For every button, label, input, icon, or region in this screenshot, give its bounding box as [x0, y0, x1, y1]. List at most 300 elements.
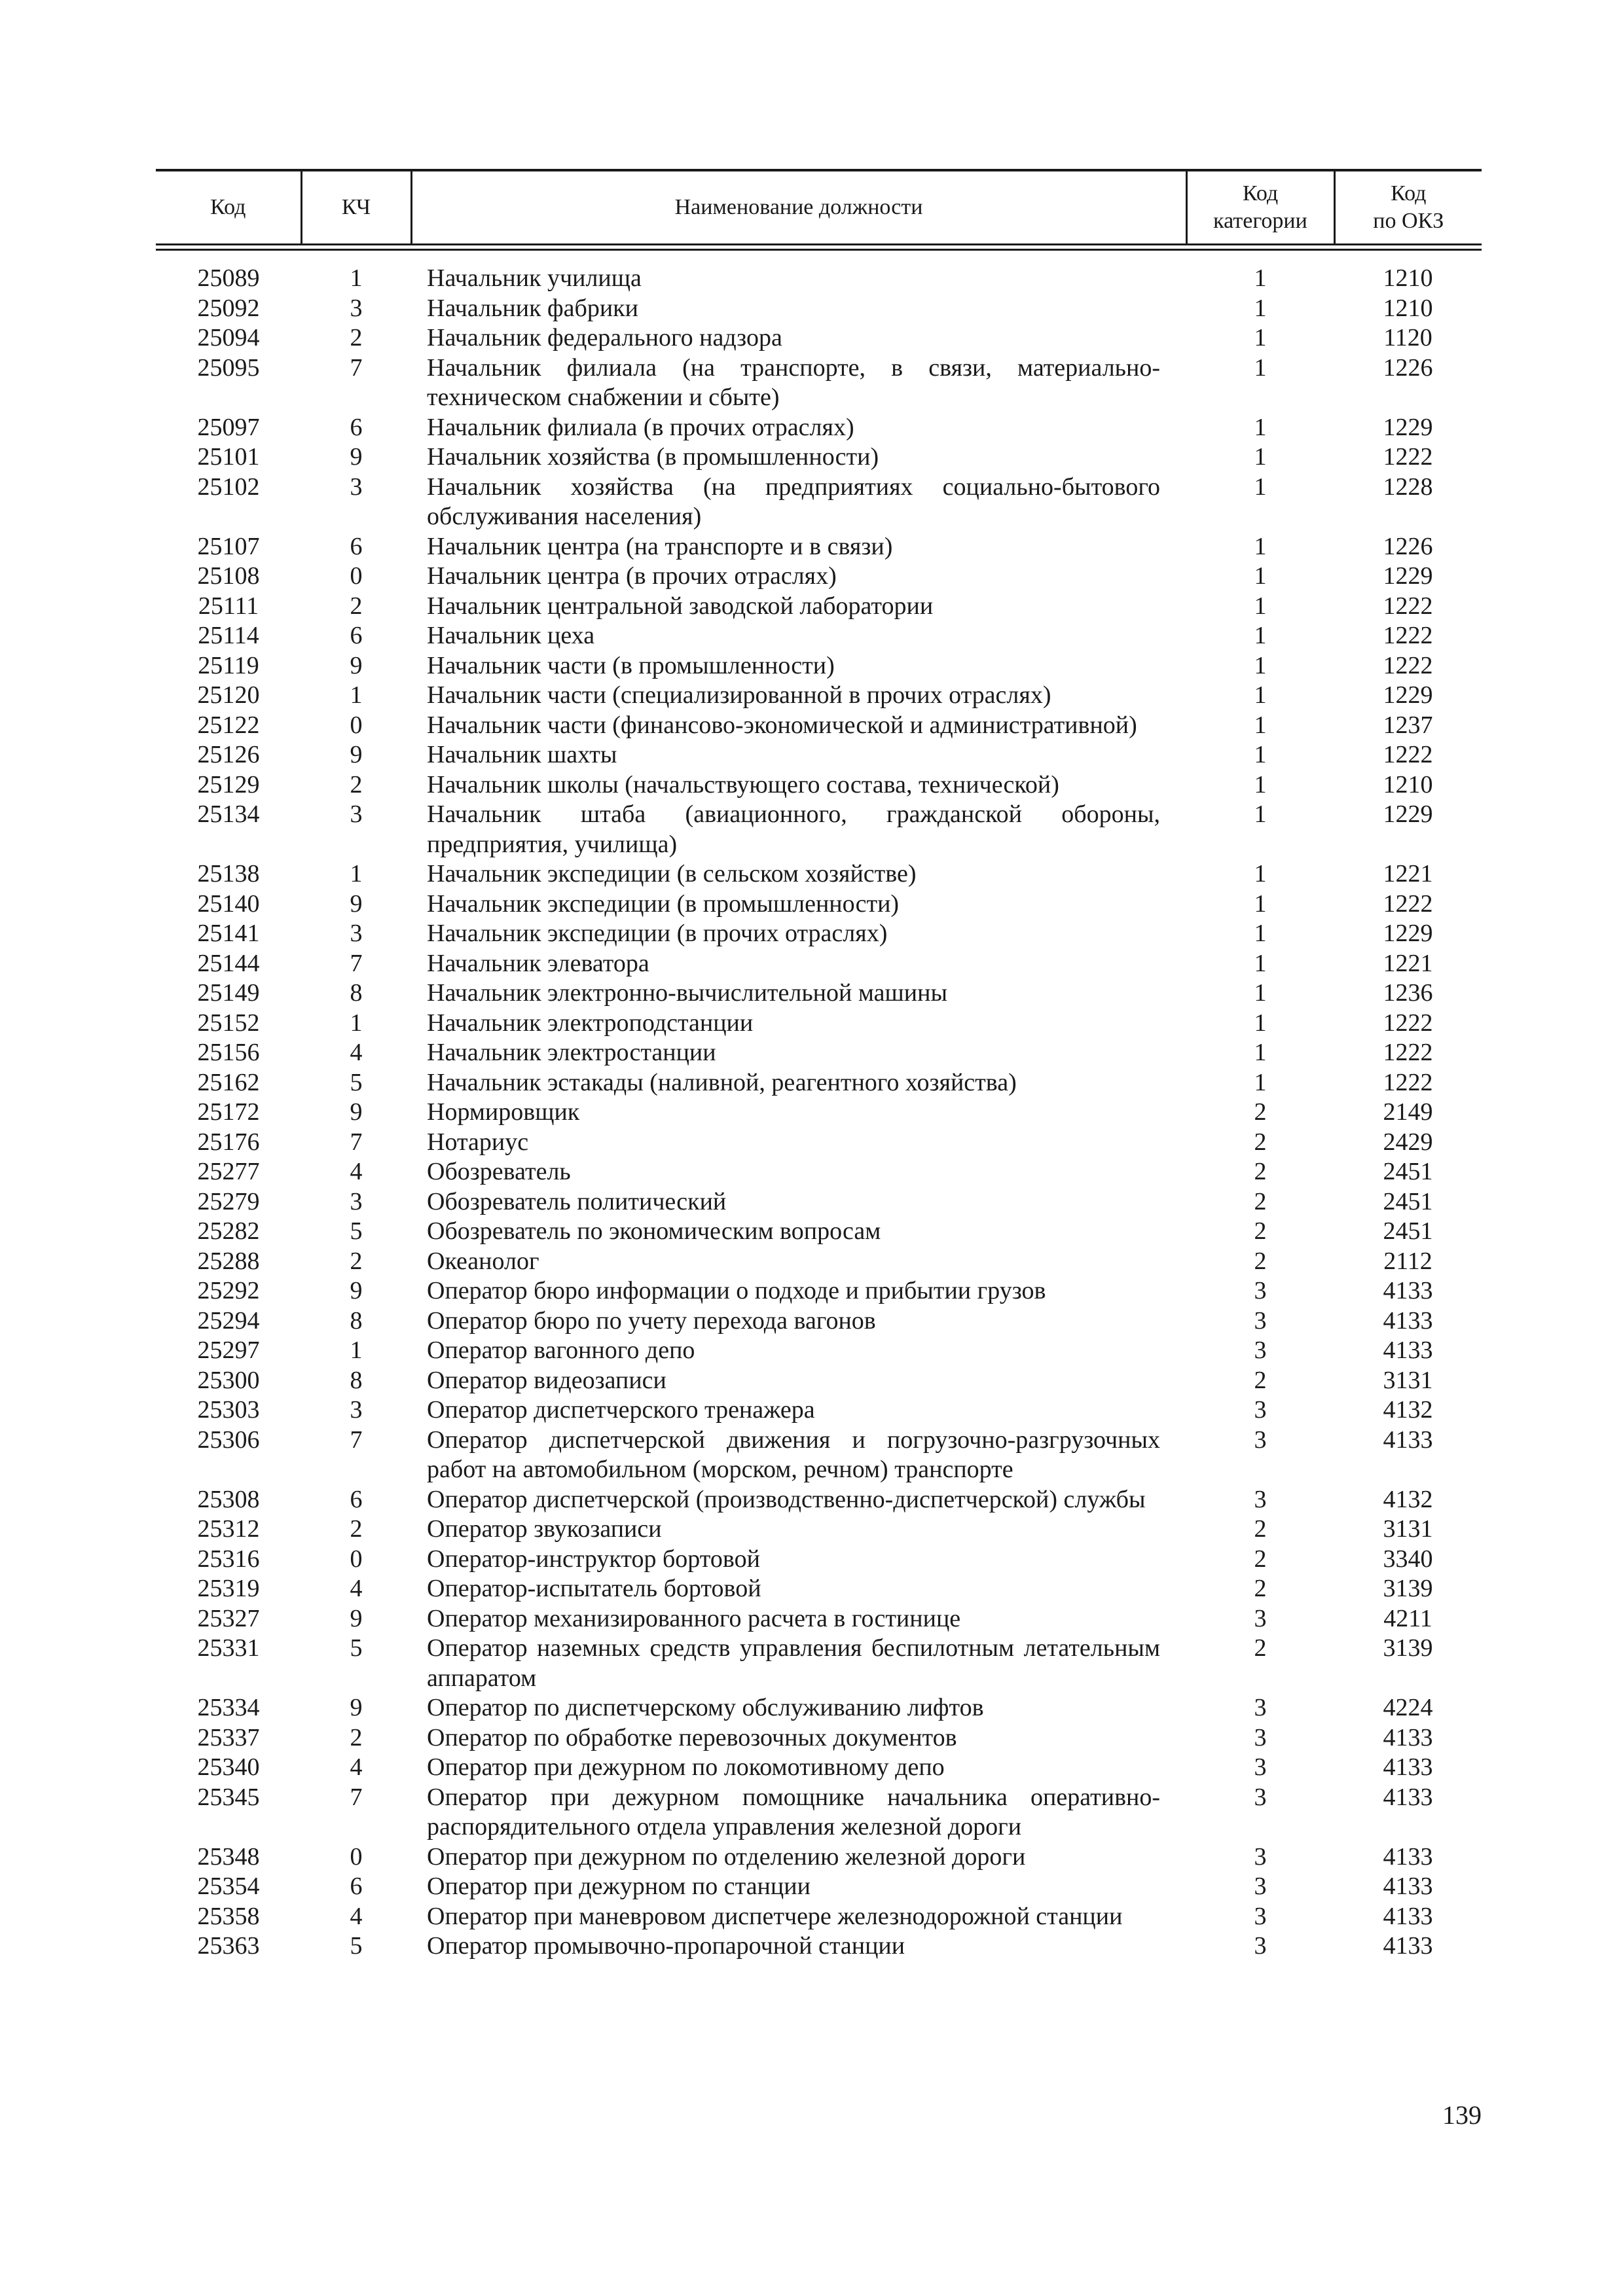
- header-category-line2: категории: [1213, 209, 1307, 233]
- cell-okz: 1210: [1383, 294, 1433, 322]
- table-row: [156, 442, 1482, 473]
- cell-code: 25129: [197, 770, 260, 798]
- cell-category: 2: [1254, 1217, 1267, 1245]
- cell-kch: 3: [350, 473, 363, 501]
- cell-name: Начальник экспедиции (в промышленности): [427, 889, 900, 918]
- cell-okz: 4132: [1383, 1485, 1433, 1513]
- cell-category: 3: [1254, 1604, 1267, 1632]
- cell-category: 3: [1254, 1426, 1267, 1454]
- cell-name: Нотариус: [427, 1128, 529, 1156]
- cell-name: Оператор бюро информации о подходе и прибытии грузов: [427, 1277, 1046, 1304]
- table-row: [156, 800, 1482, 859]
- cell-code: 25102: [197, 473, 260, 501]
- cell-code: 25092: [197, 294, 260, 322]
- cell-kch: 6: [350, 1485, 363, 1513]
- cell-okz: 3131: [1383, 1366, 1433, 1394]
- table-row: [156, 919, 1482, 949]
- cell-name: Оператор-инструктор бортовой: [427, 1545, 760, 1573]
- cell-kch: 5: [350, 1932, 363, 1960]
- cell-okz: 1221: [1383, 860, 1433, 888]
- cell-name: Начальник центра (на транспорте и в связи): [427, 532, 893, 560]
- header-category: [1186, 171, 1334, 243]
- cell-okz: 2429: [1383, 1128, 1433, 1156]
- cell-okz: 2149: [1383, 1098, 1433, 1126]
- cell-name: Начальник школы (начальствующего состава, технической): [427, 770, 1059, 798]
- cell-kch: 9: [350, 1098, 363, 1126]
- positions-table: [156, 264, 1482, 1962]
- cell-name: Оператор диспетчерской движения и погрузочно-разгрузочных работ на автомобильном (морском, речном) транспорте: [427, 1426, 1160, 1483]
- header-category-line1: Код: [1242, 181, 1279, 206]
- cell-name: Оператор при маневровом диспетчере железнодорожной станции: [427, 1902, 1123, 1930]
- cell-name: Оператор-испытатель бортовой: [427, 1575, 761, 1602]
- cell-code: 25120: [197, 681, 260, 709]
- table-row: [156, 1545, 1482, 1575]
- cell-okz: 1222: [1383, 592, 1433, 620]
- cell-kch: 4: [350, 1753, 363, 1781]
- table-row: [156, 681, 1482, 711]
- cell-code: 25277: [197, 1158, 260, 1185]
- cell-category: 1: [1254, 324, 1267, 351]
- cell-kch: 3: [350, 1396, 363, 1424]
- cell-okz: 4211: [1383, 1604, 1432, 1632]
- cell-code: 25094: [197, 324, 260, 351]
- table-row: [156, 978, 1482, 1009]
- cell-name: Начальник эстакады (наливной, реагентного хозяйства): [427, 1068, 1017, 1096]
- cell-okz: 1222: [1383, 1009, 1433, 1037]
- cell-category: 2: [1254, 1187, 1267, 1215]
- cell-okz: 1229: [1383, 800, 1433, 828]
- cell-okz: 1229: [1383, 562, 1433, 590]
- cell-kch: 9: [350, 443, 363, 471]
- cell-category: 3: [1254, 1932, 1267, 1960]
- cell-code: 25297: [197, 1336, 260, 1364]
- cell-category: 2: [1254, 1575, 1267, 1602]
- cell-category: 2: [1254, 1366, 1267, 1394]
- cell-kch: 5: [350, 1634, 363, 1662]
- table-row: [156, 473, 1482, 532]
- cell-code: 25363: [197, 1932, 260, 1960]
- cell-code: 25111: [198, 592, 259, 620]
- cell-okz: 2112: [1383, 1247, 1432, 1275]
- cell-code: 25348: [197, 1842, 260, 1871]
- cell-category: 1: [1254, 681, 1267, 709]
- table-row: [156, 740, 1482, 770]
- cell-category: 3: [1254, 1306, 1267, 1335]
- cell-okz: 4133: [1383, 1842, 1433, 1871]
- cell-category: 3: [1254, 1694, 1267, 1721]
- cell-name: Оператор звукозаписи: [427, 1515, 662, 1543]
- cell-kch: 3: [350, 800, 363, 828]
- header-name: Наименование должности: [411, 171, 1186, 243]
- header-okz-line1: Код: [1391, 181, 1427, 206]
- cell-category: 1: [1254, 353, 1267, 382]
- cell-name: Оператор наземных средств управления беспилотным летательным аппаратом: [427, 1634, 1160, 1692]
- cell-name: Начальник части (финансово-экономической и административной): [427, 711, 1137, 739]
- cell-name: Начальник экспедиции (в прочих отраслях): [427, 920, 888, 947]
- table-row: [156, 323, 1482, 353]
- cell-kch: 9: [350, 1694, 363, 1721]
- cell-name: Начальник филиала (в прочих отраслях): [427, 413, 854, 441]
- cell-code: 25176: [197, 1128, 260, 1156]
- table-row: [156, 889, 1482, 920]
- cell-category: 1: [1254, 711, 1267, 739]
- cell-code: 25345: [197, 1783, 260, 1811]
- cell-name: Нормировщик: [427, 1098, 580, 1126]
- table-row: [156, 1395, 1482, 1426]
- cell-code: 25312: [197, 1515, 260, 1543]
- cell-category: 3: [1254, 1753, 1267, 1781]
- cell-code: 25089: [197, 264, 260, 292]
- cell-kch: 9: [350, 651, 363, 679]
- table-row: [156, 1604, 1482, 1634]
- cell-name: Обозреватель политический: [427, 1187, 727, 1215]
- cell-code: 25107: [197, 532, 260, 560]
- cell-okz: 4133: [1383, 1873, 1433, 1900]
- table-row: [156, 1366, 1482, 1396]
- cell-category: 3: [1254, 1842, 1267, 1871]
- table-row: [156, 1753, 1482, 1783]
- table-row: [156, 592, 1482, 622]
- table-row: [156, 413, 1482, 443]
- cell-kch: 5: [350, 1068, 363, 1096]
- cell-code: 25152: [197, 1009, 260, 1037]
- cell-kch: 1: [350, 681, 363, 709]
- table-row: [156, 1634, 1482, 1693]
- header-okz-line2: по ОКЗ: [1373, 209, 1444, 233]
- cell-okz: 4133: [1383, 1902, 1433, 1930]
- cell-okz: 1222: [1383, 889, 1433, 918]
- cell-category: 1: [1254, 1068, 1267, 1096]
- cell-category: 1: [1254, 1009, 1267, 1037]
- table-row: [156, 859, 1482, 889]
- cell-code: 25327: [197, 1604, 260, 1632]
- table-header-rule: [156, 243, 1482, 245]
- cell-okz: 1221: [1383, 949, 1433, 977]
- table-header-rule-double: [156, 249, 1482, 251]
- cell-code: 25358: [197, 1902, 260, 1930]
- cell-code: 25334: [197, 1694, 260, 1721]
- cell-okz: 4133: [1383, 1932, 1433, 1960]
- cell-name: Начальник центральной заводской лаборатории: [427, 592, 934, 620]
- cell-name: Оператор промывочно-пропарочной станции: [427, 1932, 905, 1960]
- cell-code: 25279: [197, 1187, 260, 1215]
- cell-name: Начальник элеватора: [427, 949, 649, 977]
- cell-okz: 1120: [1383, 324, 1432, 351]
- cell-okz: 3139: [1383, 1634, 1433, 1662]
- cell-code: 25292: [197, 1277, 260, 1304]
- cell-code: 25319: [197, 1575, 260, 1602]
- cell-name: Начальник училища: [427, 264, 642, 292]
- cell-name: Оператор вагонного депо: [427, 1336, 695, 1364]
- cell-category: 3: [1254, 1873, 1267, 1900]
- cell-okz: 3340: [1383, 1545, 1433, 1573]
- cell-code: 25114: [198, 622, 259, 649]
- cell-category: 2: [1254, 1158, 1267, 1185]
- cell-category: 1: [1254, 622, 1267, 649]
- cell-kch: 0: [350, 562, 363, 590]
- table-row: [156, 1693, 1482, 1723]
- cell-code: 25122: [197, 711, 260, 739]
- cell-kch: 4: [350, 1575, 363, 1602]
- cell-okz: 1210: [1383, 264, 1433, 292]
- cell-kch: 1: [350, 1009, 363, 1037]
- table-row: [156, 1931, 1482, 1962]
- table-row: [156, 1009, 1482, 1039]
- cell-code: 25141: [197, 920, 260, 947]
- cell-code: 25162: [197, 1068, 260, 1096]
- cell-name: Начальник фабрики: [427, 294, 638, 322]
- cell-name: Начальник электроподстанции: [427, 1009, 754, 1037]
- cell-okz: 1237: [1383, 711, 1433, 739]
- cell-code: 25138: [197, 860, 260, 888]
- cell-name: Оператор механизированного расчета в гостинице: [427, 1604, 961, 1632]
- cell-kch: 3: [350, 920, 363, 947]
- page-number: 139: [1442, 2100, 1482, 2130]
- cell-kch: 8: [350, 1366, 363, 1394]
- table-header: [156, 171, 1482, 243]
- table-row: [156, 1336, 1482, 1366]
- cell-code: 25101: [197, 443, 260, 471]
- cell-okz: 2451: [1383, 1217, 1433, 1245]
- cell-okz: 1210: [1383, 770, 1433, 798]
- cell-okz: 4133: [1383, 1426, 1433, 1454]
- cell-okz: 3131: [1383, 1515, 1433, 1543]
- table-row: [156, 1217, 1482, 1247]
- cell-name: Оператор при дежурном по станции: [427, 1873, 811, 1900]
- cell-okz: 1226: [1383, 353, 1433, 382]
- cell-name: Оператор при дежурном по отделению железной дороги: [427, 1842, 1026, 1871]
- cell-okz: 1222: [1383, 651, 1433, 679]
- table-row: [156, 1247, 1482, 1277]
- cell-code: 25282: [197, 1217, 260, 1245]
- cell-category: 3: [1254, 1396, 1267, 1424]
- table-row: [156, 1187, 1482, 1217]
- cell-category: 1: [1254, 473, 1267, 501]
- cell-kch: 3: [350, 1187, 363, 1215]
- cell-name: Оператор при дежурном помощнике начальника оперативно-распорядительного отдела управления железной дороги: [427, 1783, 1160, 1840]
- table-row: [156, 770, 1482, 800]
- cell-name: Начальник хозяйства (в промышленности): [427, 443, 879, 471]
- cell-name: Начальник хозяйства (на предприятиях социально-бытового обслуживания населения): [427, 473, 1160, 530]
- cell-name: Начальник части (в промышленности): [427, 651, 835, 679]
- cell-category: 1: [1254, 800, 1267, 828]
- table-row: [156, 711, 1482, 741]
- cell-kch: 2: [350, 770, 363, 798]
- cell-kch: 8: [350, 1306, 363, 1335]
- cell-name: Начальник цеха: [427, 622, 595, 649]
- cell-category: 1: [1254, 443, 1267, 471]
- table-row: [156, 1783, 1482, 1842]
- cell-code: 25294: [197, 1306, 260, 1335]
- cell-name: Оператор бюро по учету перехода вагонов: [427, 1306, 876, 1335]
- cell-category: 1: [1254, 889, 1267, 918]
- cell-name: Начальник федерального надзора: [427, 324, 782, 351]
- cell-name: Океанолог: [427, 1247, 539, 1275]
- cell-kch: 7: [350, 353, 363, 382]
- header-kch: КЧ: [301, 171, 411, 243]
- table-row: [156, 949, 1482, 979]
- table-row: [156, 532, 1482, 562]
- cell-kch: 6: [350, 622, 363, 649]
- table-row: [156, 353, 1482, 413]
- cell-kch: 9: [350, 1604, 363, 1632]
- cell-okz: 1229: [1383, 413, 1433, 441]
- cell-kch: 6: [350, 413, 363, 441]
- cell-name: Начальник электронно-вычислительной машины: [427, 979, 947, 1007]
- table-row: [156, 1157, 1482, 1187]
- cell-code: 25172: [197, 1098, 260, 1126]
- cell-name: Начальник центра (в прочих отраслях): [427, 562, 837, 590]
- cell-code: 25097: [197, 413, 260, 441]
- cell-code: 25337: [197, 1723, 260, 1751]
- cell-okz: 1229: [1383, 681, 1433, 709]
- header-okz: [1334, 171, 1482, 243]
- cell-category: 3: [1254, 1783, 1267, 1811]
- cell-kch: 2: [350, 1723, 363, 1751]
- cell-category: 1: [1254, 949, 1267, 977]
- cell-okz: 1222: [1383, 741, 1433, 768]
- cell-kch: 1: [350, 860, 363, 888]
- cell-category: 1: [1254, 562, 1267, 590]
- cell-code: 25308: [197, 1485, 260, 1513]
- cell-okz: 4133: [1383, 1336, 1433, 1364]
- cell-name: Обозреватель: [427, 1158, 571, 1185]
- cell-code: 25140: [197, 889, 260, 918]
- cell-code: 25303: [197, 1396, 260, 1424]
- table-row: [156, 1902, 1482, 1932]
- table-row: [156, 621, 1482, 651]
- cell-name: Начальник экспедиции (в сельском хозяйстве): [427, 860, 917, 888]
- cell-category: 1: [1254, 532, 1267, 560]
- table-row: [156, 1098, 1482, 1128]
- table-row: [156, 1485, 1482, 1515]
- cell-kch: 6: [350, 1873, 363, 1900]
- cell-kch: 7: [350, 1426, 363, 1454]
- cell-code: 25134: [197, 800, 260, 828]
- cell-category: 3: [1254, 1723, 1267, 1751]
- cell-category: 2: [1254, 1515, 1267, 1543]
- cell-okz: 4133: [1383, 1723, 1433, 1751]
- cell-kch: 2: [350, 324, 363, 351]
- table-row: [156, 294, 1482, 324]
- cell-code: 25095: [197, 353, 260, 382]
- cell-kch: 9: [350, 1277, 363, 1304]
- cell-kch: 0: [350, 1545, 363, 1573]
- cell-code: 25340: [197, 1753, 260, 1781]
- cell-name: Оператор диспетчерской (производственно-диспетчерской) службы: [427, 1485, 1146, 1513]
- cell-kch: 4: [350, 1158, 363, 1185]
- cell-okz: 1222: [1383, 1068, 1433, 1096]
- cell-name: Обозреватель по экономическим вопросам: [427, 1217, 881, 1245]
- cell-name: Оператор по диспетчерскому обслуживанию лифтов: [427, 1694, 984, 1721]
- cell-category: 1: [1254, 1039, 1267, 1066]
- cell-okz: 3139: [1383, 1575, 1433, 1602]
- cell-category: 1: [1254, 264, 1267, 292]
- table-row: [156, 1276, 1482, 1306]
- cell-okz: 1226: [1383, 532, 1433, 560]
- cell-code: 25156: [197, 1039, 260, 1066]
- cell-code: 25331: [197, 1634, 260, 1662]
- cell-kch: 4: [350, 1039, 363, 1066]
- cell-okz: 4132: [1383, 1396, 1433, 1424]
- cell-okz: 1229: [1383, 920, 1433, 947]
- cell-name: Оператор видеозаписи: [427, 1366, 666, 1394]
- cell-code: 25144: [197, 949, 260, 977]
- cell-category: 1: [1254, 651, 1267, 679]
- table-row: [156, 651, 1482, 681]
- cell-category: 3: [1254, 1336, 1267, 1364]
- cell-kch: 2: [350, 1515, 363, 1543]
- cell-okz: 4133: [1383, 1277, 1433, 1304]
- table-row: [156, 1872, 1482, 1902]
- cell-okz: 1228: [1383, 473, 1433, 501]
- cell-code: 25288: [197, 1247, 260, 1275]
- cell-code: 25108: [197, 562, 260, 590]
- cell-category: 1: [1254, 413, 1267, 441]
- cell-category: 2: [1254, 1634, 1267, 1662]
- cell-code: 25126: [197, 741, 260, 768]
- cell-kch: 7: [350, 949, 363, 977]
- cell-category: 1: [1254, 592, 1267, 620]
- cell-kch: 9: [350, 889, 363, 918]
- cell-code: 25354: [197, 1873, 260, 1900]
- cell-okz: 2451: [1383, 1187, 1433, 1215]
- table-row: [156, 1128, 1482, 1158]
- table-row: [156, 1723, 1482, 1753]
- cell-category: 2: [1254, 1098, 1267, 1126]
- cell-kch: 0: [350, 1842, 363, 1871]
- cell-okz: 4133: [1383, 1783, 1433, 1811]
- cell-kch: 1: [350, 1336, 363, 1364]
- cell-kch: 7: [350, 1128, 363, 1156]
- table-row: [156, 264, 1482, 294]
- table-row: [156, 1515, 1482, 1545]
- cell-name: Начальник части (специализированной в прочих отраслях): [427, 681, 1051, 709]
- cell-name: Начальник филиала (на транспорте, в связи, материально-техническом снабжении и сбыте): [427, 353, 1160, 411]
- cell-category: 2: [1254, 1128, 1267, 1156]
- cell-code: 25149: [197, 979, 260, 1007]
- cell-kch: 8: [350, 979, 363, 1007]
- cell-okz: 1236: [1383, 979, 1433, 1007]
- cell-name: Оператор при дежурном по локомотивному депо: [427, 1753, 945, 1781]
- cell-kch: 1: [350, 264, 363, 292]
- cell-name: Оператор диспетчерского тренажера: [427, 1396, 815, 1424]
- cell-category: 1: [1254, 979, 1267, 1007]
- cell-kch: 6: [350, 532, 363, 560]
- cell-kch: 3: [350, 294, 363, 322]
- cell-okz: 1222: [1383, 443, 1433, 471]
- cell-kch: 5: [350, 1217, 363, 1245]
- cell-category: 1: [1254, 920, 1267, 947]
- header-code: Код: [210, 195, 246, 219]
- cell-name: Начальник электростанции: [427, 1039, 716, 1066]
- cell-category: 1: [1254, 860, 1267, 888]
- cell-code: 25119: [198, 651, 259, 679]
- cell-kch: 9: [350, 741, 363, 768]
- cell-kch: 0: [350, 711, 363, 739]
- table-row: [156, 1574, 1482, 1604]
- cell-category: 3: [1254, 1277, 1267, 1304]
- cell-category: 1: [1254, 294, 1267, 322]
- table-row: [156, 1842, 1482, 1873]
- cell-category: 2: [1254, 1545, 1267, 1573]
- cell-kch: 2: [350, 1247, 363, 1275]
- cell-category: 1: [1254, 741, 1267, 768]
- cell-code: 25306: [197, 1426, 260, 1454]
- cell-category: 3: [1254, 1902, 1267, 1930]
- cell-category: 1: [1254, 770, 1267, 798]
- cell-category: 2: [1254, 1247, 1267, 1275]
